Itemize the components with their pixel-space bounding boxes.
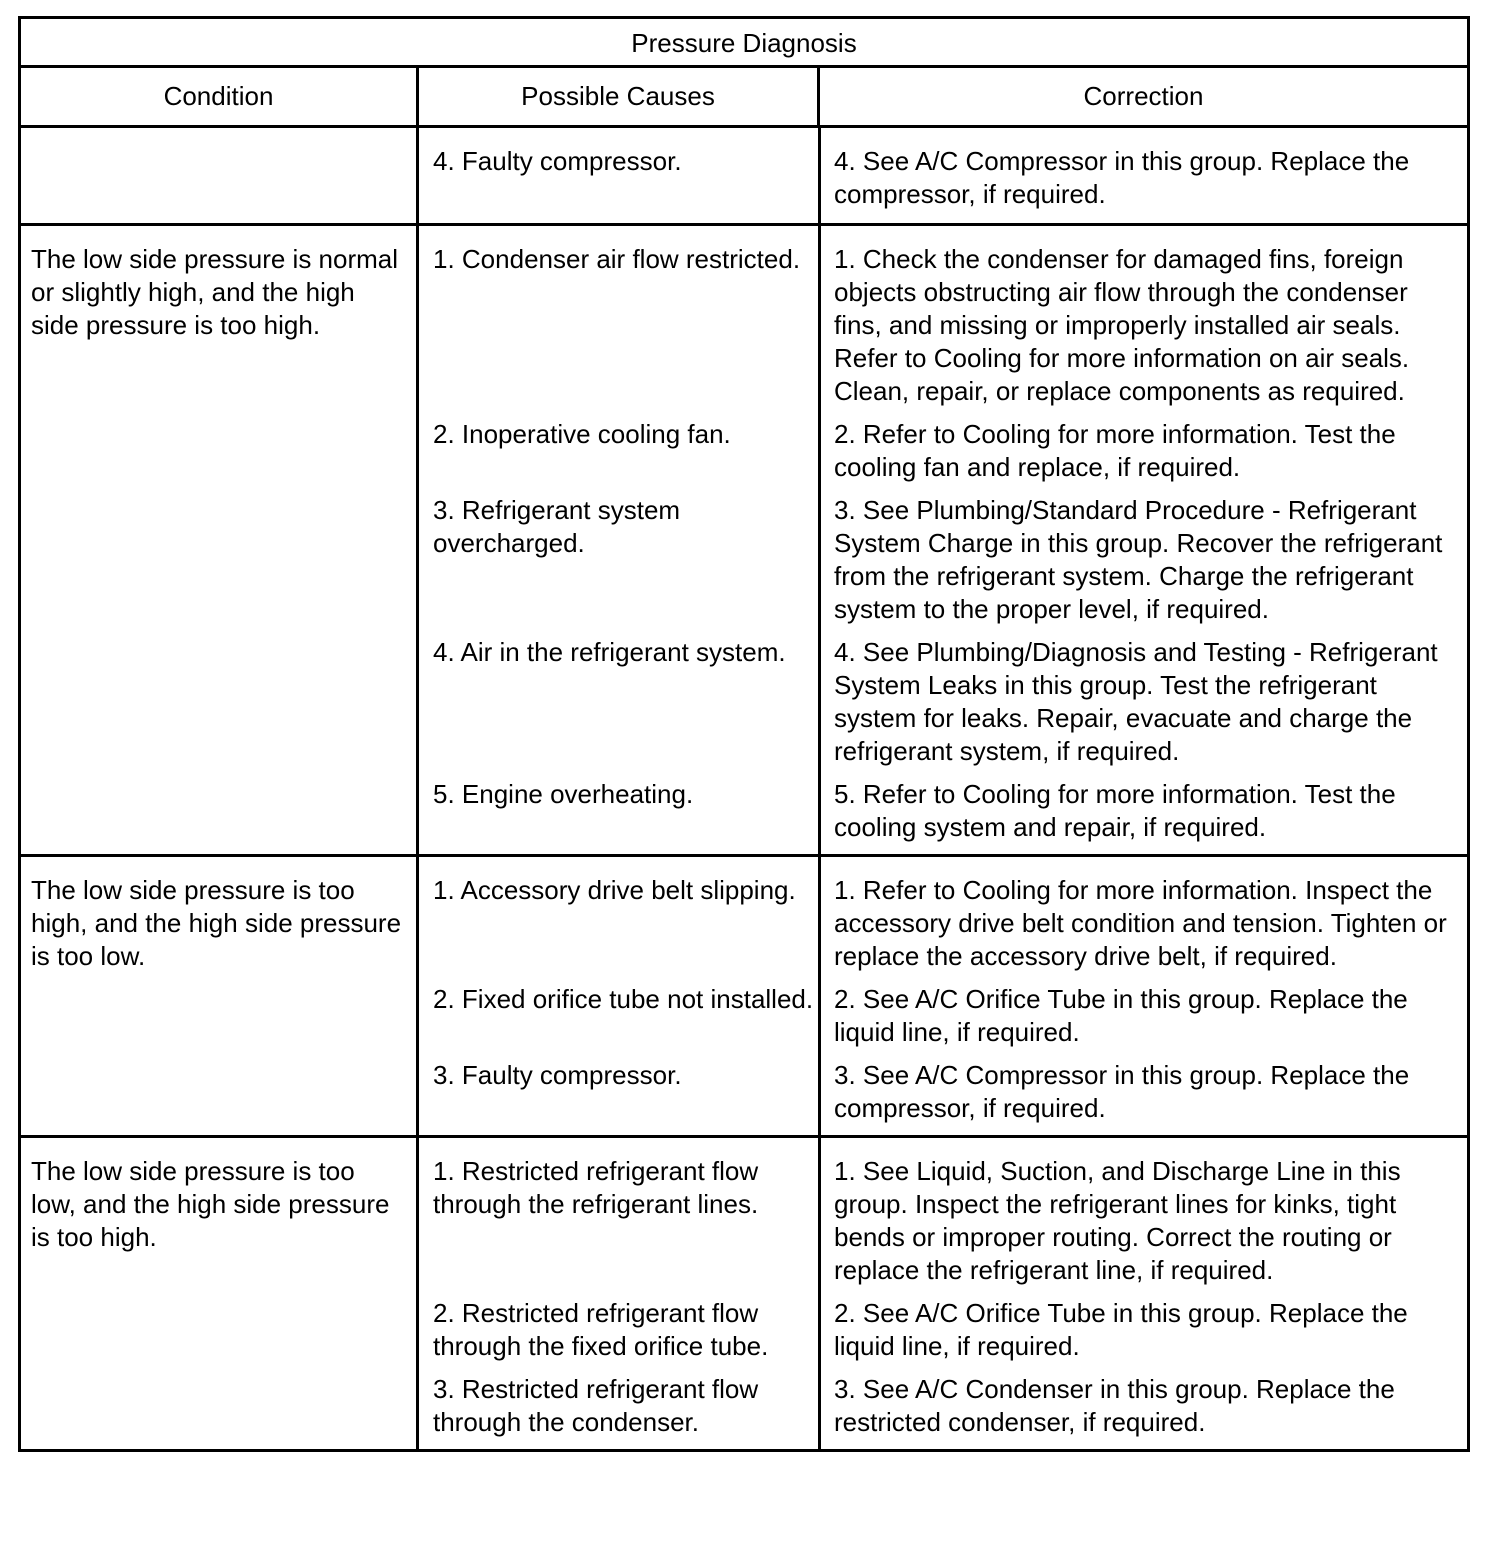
condition-cell: The low side pressure is too high, and the high side pressure is too low. <box>20 856 418 1137</box>
possible-cause: 1. Accessory drive belt slipping. <box>433 875 796 905</box>
title-row <box>20 18 1469 67</box>
correction: 4. See A/C Compressor in this group. Replace the compressor, if required. <box>834 146 1410 209</box>
pressure-diagnosis-table <box>18 16 1470 1452</box>
cause-correction-pair <box>433 1373 1459 1439</box>
cause-correction-pair <box>433 494 1459 626</box>
header-possible-causes: Possible Causes <box>418 67 819 127</box>
possible-cause: 4. Air in the refrigerant system. <box>433 637 786 667</box>
cause-correction-pair <box>433 983 1459 1049</box>
cause-correction-pair <box>433 243 1459 408</box>
table-title: Pressure Diagnosis <box>20 18 1469 67</box>
possible-cause: 5. Engine overheating. <box>433 779 694 809</box>
cause-correction-pair <box>433 1059 1459 1125</box>
possible-cause: 3. Faulty compressor. <box>433 1060 682 1090</box>
condition-cell <box>20 127 418 225</box>
possible-cause: 4. Faulty compressor. <box>433 146 682 176</box>
table-row <box>20 1137 1469 1451</box>
correction: 3. See A/C Condenser in this group. Replace the restricted condenser, if required. <box>834 1374 1395 1437</box>
condition-cell: The low side pressure is normal or slightly high, and the high side pressure is too high. <box>20 225 418 856</box>
cause-correction-group <box>418 127 1469 225</box>
correction: 3. See A/C Compressor in this group. Replace the compressor, if required. <box>834 1060 1410 1123</box>
cause-correction-pair <box>433 418 1459 484</box>
cause-correction-pair <box>433 1297 1459 1363</box>
condition-cell: The low side pressure is too low, and the high side pressure is too high. <box>20 1137 418 1451</box>
possible-cause: 2. Restricted refrigerant flow through the fixed orifice tube. <box>433 1298 769 1361</box>
cause-correction-pair <box>433 636 1459 768</box>
header-correction: Correction <box>819 67 1469 127</box>
possible-cause: 1. Condenser air flow restricted. <box>433 244 801 274</box>
correction: 5. Refer to Cooling for more information. Test the cooling system and repair, if required. <box>834 779 1396 842</box>
cause-correction-group <box>418 225 1469 856</box>
cause-correction-pair <box>433 874 1459 973</box>
possible-cause: 2. Inoperative cooling fan. <box>433 419 731 449</box>
table-row <box>20 127 1469 225</box>
correction: 2. See A/C Orifice Tube in this group. Replace the liquid line, if required. <box>834 1298 1408 1361</box>
cause-correction-pair <box>433 1155 1459 1287</box>
correction: 4. See Plumbing/Diagnosis and Testing - Refrigerant System Leaks in this group. Test the refrigerant system for leaks. Repair, evacuate and charge the refrigerant system, if required. <box>834 637 1438 766</box>
table-row <box>20 856 1469 1137</box>
possible-cause: 2. Fixed orifice tube not installed. <box>433 984 814 1014</box>
correction: 1. Refer to Cooling for more information. Inspect the accessory drive belt condition and tension. Tighten or replace the accessory drive belt, if required. <box>834 875 1447 971</box>
cause-correction-pair <box>433 145 1459 211</box>
correction: 1. See Liquid, Suction, and Discharge Line in this group. Inspect the refrigerant lines for kinks, tight bends or improper routing. Correct the routing or replace the refrigerant line, if required. <box>834 1156 1401 1285</box>
correction: 2. See A/C Orifice Tube in this group. Replace the liquid line, if required. <box>834 984 1408 1047</box>
possible-cause: 3. Restricted refrigerant flow through the condenser. <box>433 1374 759 1437</box>
correction: 3. See Plumbing/Standard Procedure - Refrigerant System Charge in this group. Recover the refrigerant from the refrigerant system. Charge the refrigerant system to the proper level, if required. <box>834 495 1443 624</box>
correction: 1. Check the condenser for damaged fins, foreign objects obstructing air flow through the condenser fins, and missing or improperly installed air seals. Refer to Cooling for more information on air seals. Clean, repair, or replace components as required. <box>834 244 1410 406</box>
correction: 2. Refer to Cooling for more information. Test the cooling fan and replace, if required. <box>834 419 1396 482</box>
cause-correction-group <box>418 856 1469 1137</box>
possible-cause: 3. Refrigerant system overcharged. <box>433 495 681 558</box>
header-row <box>20 67 1469 127</box>
header-condition: Condition <box>20 67 418 127</box>
table-row <box>20 225 1469 856</box>
cause-correction-pair <box>433 778 1459 844</box>
possible-cause: 1. Restricted refrigerant flow through the refrigerant lines. <box>433 1156 759 1219</box>
cause-correction-group <box>418 1137 1469 1451</box>
